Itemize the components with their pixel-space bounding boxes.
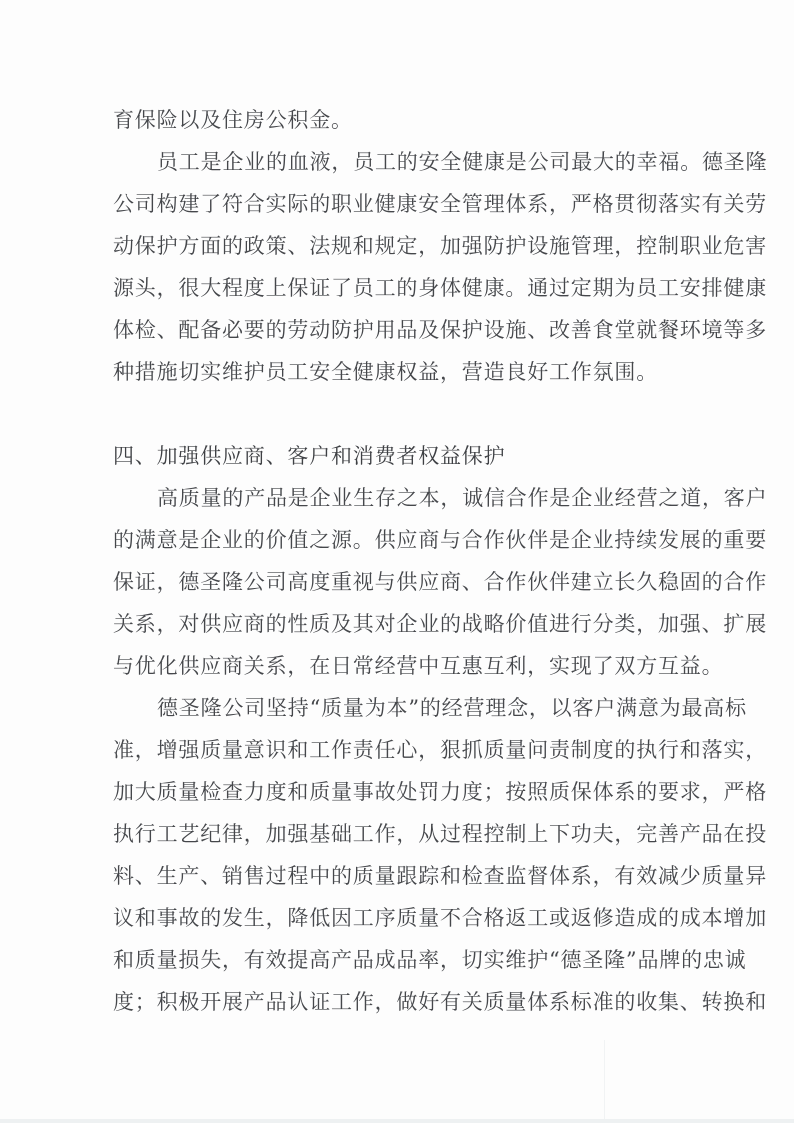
text-line: 和质量损失，有效提高产品成品率，切实维护“德圣隆”品牌的忠诚	[113, 948, 747, 972]
text-line: 关系，对供应商的性质及其对企业的战略价值进行分类，加强、扩展	[113, 612, 767, 636]
text-line: 员工是企业的血液，员工的安全健康是公司最大的幸福。德圣隆	[157, 150, 768, 174]
text-line: 的满意是企业的价值之源。供应商与合作伙伴是企业持续发展的重要	[113, 528, 767, 552]
scan-crease-artifact	[604, 1040, 605, 1119]
text-line: 与优化供应商关系，在日常经营中互惠互利，实现了双方互益。	[113, 654, 724, 678]
text-line: 体检、配备必要的劳动防护用品及保护设施、改善食堂就餐环境等多	[113, 318, 767, 342]
text-line: 源头，很大程度上保证了员工的身体健康。通过定期为员工安排健康	[113, 276, 767, 300]
text-line: 加大质量检查力度和质量事故处罚力度；按照质保体系的要求，严格	[113, 780, 767, 804]
text-line: 度；积极开展产品认证工作，做好有关质量体系标准的收集、转换和	[113, 990, 767, 1014]
text-line: 保证，德圣隆公司高度重视与供应商、合作伙伴建立长久稳固的合作	[113, 570, 767, 594]
text-block	[113, 108, 768, 1032]
text-line: 高质量的产品是企业生存之本，诚信合作是企业经营之道，客户	[157, 486, 768, 510]
text-line: 料、生产、销售过程中的质量跟踪和检查监督体系，有效减少质量异	[113, 864, 767, 888]
scan-edge-artifact	[0, 1119, 794, 1123]
text-line: 种措施切实维护员工安全健康权益，营造良好工作氛围。	[113, 360, 658, 384]
text-line: 执行工艺纪律，加强基础工作，从过程控制上下功夫，完善产品在投	[113, 822, 767, 846]
section-heading: 四、加强供应商、客户和消费者权益保护	[113, 444, 506, 468]
text-line: 德圣隆公司坚持“质量为本”的经营理念，以客户满意为最高标	[157, 696, 747, 720]
text-line: 育保险以及住房公积金。	[113, 108, 353, 132]
text-line: 议和事故的发生，降低因工序质量不合格返工或返修造成的成本增加	[113, 906, 767, 930]
text-line: 动保护方面的政策、法规和规定，加强防护设施管理，控制职业危害	[113, 234, 767, 258]
text-line: 公司构建了符合实际的职业健康安全管理体系，严格贯彻落实有关劳	[113, 192, 767, 216]
text-line: 准，增强质量意识和工作责任心，狠抓质量问责制度的执行和落实，	[113, 738, 767, 762]
